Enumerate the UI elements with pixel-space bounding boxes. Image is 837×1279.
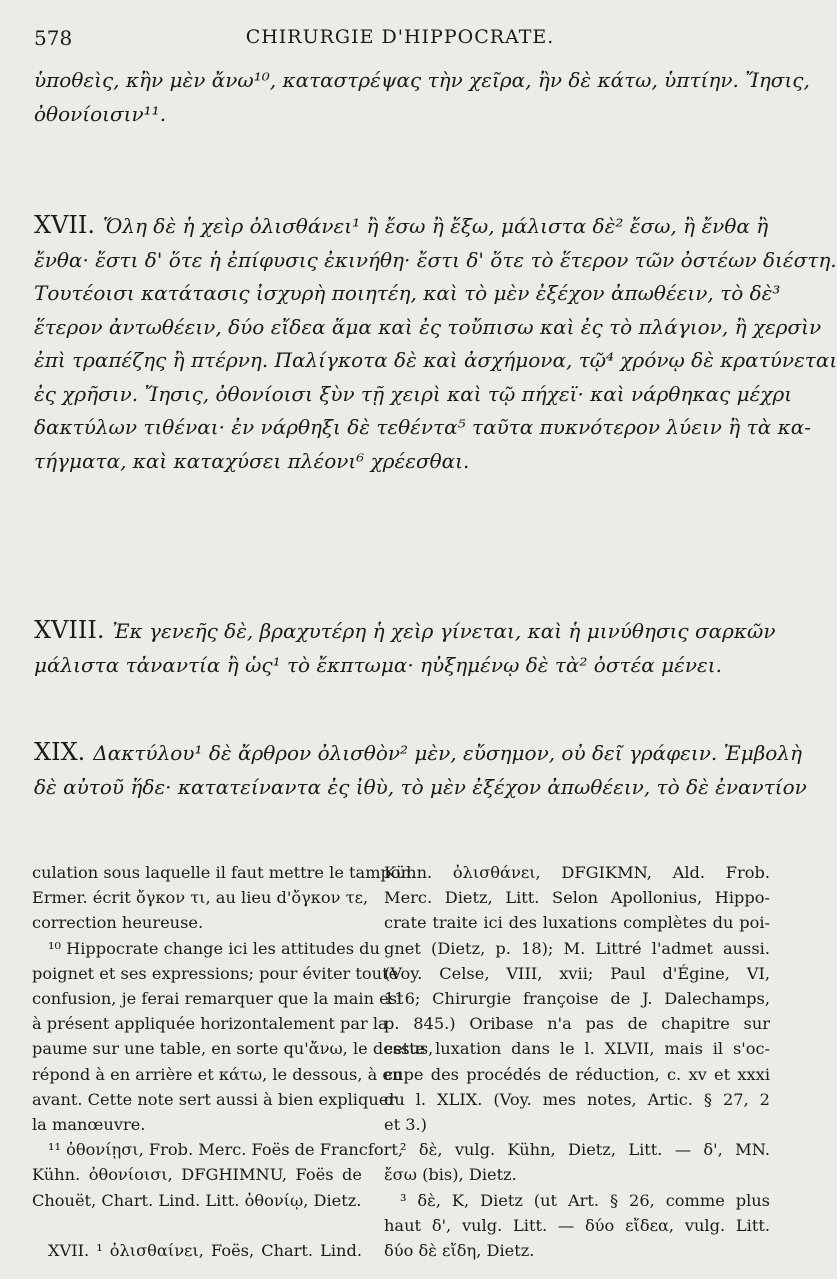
note-line: paume sur une table, en sorte qu'ἄνω, le dessus, [32, 1039, 434, 1059]
greek-line: ἐς χρῆσιν. Ἴησις, ὀθονίοισι ξὺν τῇ χειρὶ καὶ τῷ πήχεϊ· καὶ νάρθηκας μέχρι [34, 381, 793, 406]
greek-line: μάλιστα τἀναντία ἢ ὡς¹ τὸ ἔκπτωμα· ηὐξημένῳ δὲ τὰ² ὀστέα μένει. [34, 652, 722, 677]
note-line: la manœuvre. [32, 1115, 146, 1135]
note-line: confusion, je ferai remarquer que la main est [32, 989, 404, 1009]
greek-line: Δακτύλου¹ δὲ ἄρθρον ὀλισθὸν² μὲν, εὔσημον, οὐ δεῖ γράφειν. Ἐμβολὴ [93, 741, 802, 765]
greek-line: Ὅλη δὲ ἡ χεὶρ ὀλισθάνει¹ ἢ ἔσω ἢ ἔξω, μάλιστα δὲ² ἔσω, ἢ ἔνθα ἢ [103, 214, 769, 238]
greek-line: ὑποθεὶς, κἢν μὲν ἄνω¹⁰, καταστρέψας τὴν χεῖρα, ἢν δὲ κάτω, ὑπτίην. Ἴησις, [34, 68, 810, 92]
note-line: cette luxation dans le l. XLVII, mais il s'oc- [384, 1039, 770, 1059]
note-line: cupe des procédés de réduction, c. xv et xxxi [384, 1064, 770, 1084]
note-line: à présent appliquée horizontalement par la [32, 1014, 388, 1034]
note-line: 116; Chirurgie françoise de J. Dalechamps, [384, 989, 770, 1009]
greek-line: δακτύλων τιθέναι· ἐν νάρθηξι δὲ τεθέντα⁵ ταῦτα πυκνότερον λύειν ἢ τὰ κα- [34, 415, 811, 439]
note-line: Kühn. ὀθονίοισι, DFGHIMNU, Foës de [32, 1165, 362, 1185]
section-18-first-line [34, 614, 776, 649]
note-line: ἔσω (bis), Dietz. [384, 1165, 517, 1185]
note-line: ¹⁰ Hippocrate change ici les attitudes du [48, 938, 380, 958]
note-line: (Voy. Celse, VIII, xvii; Paul d'Égine, VI, [384, 963, 770, 983]
greek-line: Τουτέοισι κατάτασις ἰσχυρὴ ποιητέη, καὶ τὸ μὲν ἐξέχον ἀπωθέειν, τὸ δὲ³ [34, 281, 781, 305]
note-line: p. 845.) Oribase n'a pas de chapitre sur [384, 1014, 770, 1034]
section-number: XVIII. [34, 616, 105, 644]
note-line: culation sous laquelle il faut mettre le tampon. [32, 863, 417, 882]
note-line: correction heureuse. [32, 913, 204, 933]
running-title: CHIRURGIE D'HIPPOCRATE. [245, 26, 555, 48]
greek-line: ἐπὶ τραπέζης ἢ πτέρνη. Παλίγκοτα δὲ καὶ ἀσχήμονα, τῷ⁴ χρόνῳ δὲ κρατύνεται [34, 348, 837, 372]
note-line: ² δὲ, vulg. Kühn, Dietz, Litt. — δ', MN. [400, 1140, 770, 1160]
greek-line: Ἐκ γενεῆς δὲ, βραχυτέρη ἡ χεὶρ γίνεται, καὶ ἡ μινύθησις σαρκῶν [112, 619, 776, 643]
section-17-first-line [34, 209, 768, 244]
greek-line: δὲ αὐτοῦ ἥδε· κατατείναντα ἐς ἰθὺ, τὸ μὲν ἐξέχον ἀπωθέειν, τὸ δὲ ἐναντίον [34, 774, 807, 799]
section-number: XIX. [34, 738, 86, 766]
footnotes-right-column [384, 860, 770, 1263]
greek-line: τήγματα, καὶ καταχύσει πλέονι⁶ χρέεσθαι. [34, 448, 470, 473]
note-line: δύο δὲ εἴδη, Dietz. [384, 1241, 535, 1261]
greek-text [34, 64, 837, 804]
greek-line: ὀθονίοισιν¹¹. [34, 101, 167, 126]
note-line: Ermer. écrit ὄγκον τι, au lieu d'ὄγκον τε, [32, 888, 369, 908]
note-line: Chouët, Chart. Lind. Litt. ὀθονίῳ, Dietz. [32, 1190, 362, 1210]
note-line: Kühn. ὀλισθάνει, DFGIKMN, Ald. Frob. [384, 863, 770, 882]
note-line: XVII. ¹ ὀλισθαίνει, Foës, Chart. Lind. [48, 1241, 362, 1261]
note-line: avant. Cette note sert aussi à bien expliquer [32, 1089, 397, 1109]
note-line: du l. XLIX. (Voy. mes notes, Artic. § 27, 2 [384, 1089, 770, 1109]
greek-line: ἔνθα· ἔστι δ' ὅτε ἡ ἐπίφυσις ἐκινήθη· ἔστι δ' ὅτε τὸ ἕτερον τῶν ὀστέων διέστη. [34, 247, 837, 272]
section-19-first-line [34, 736, 802, 771]
note-line: crate traite ici des luxations complètes du poi- [384, 913, 770, 933]
note-line: et 3.) [384, 1115, 427, 1135]
note-line: répond à en arrière et κάτω, le dessous, à en [32, 1064, 403, 1084]
page-header [34, 26, 766, 56]
note-line: haut δ', vulg. Litt. — δύο εἴδεα, vulg. Litt. [384, 1215, 770, 1235]
note-line: poignet et ses expressions; pour éviter toute [32, 963, 399, 983]
note-line [32, 1213, 362, 1238]
greek-line: ἕτερον ἀντωθέειν, δύο εἴδεα ἅμα καὶ ἐς τοὔπισω καὶ ἐς τὸ πλάγιον, ἢ χερσὶν [34, 314, 822, 339]
section-number: XVII. [34, 211, 96, 239]
note-line: ¹¹ ὀθονίῃσι, Frob. Merc. Foës de Francfort, [48, 1140, 404, 1160]
note-line: ³ δὲ, K, Dietz (ut Art. § 26, comme plus [400, 1190, 770, 1210]
page-number: 578 [34, 26, 73, 50]
note-line: gnet (Dietz, p. 18); M. Littré l'admet aussi. [384, 938, 770, 958]
note-line: Merc. Dietz, Litt. Selon Apollonius, Hippo- [384, 888, 770, 908]
